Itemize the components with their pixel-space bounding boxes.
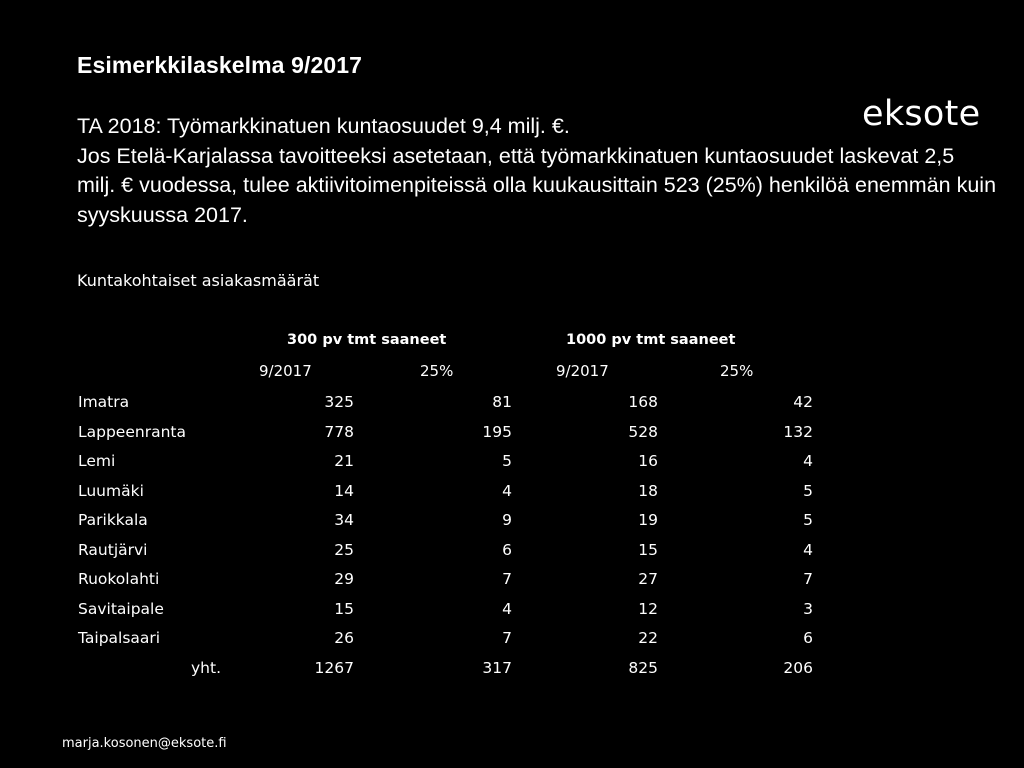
table-cell: 6 bbox=[502, 540, 512, 559]
table-cell: 5 bbox=[502, 452, 512, 470]
table-cell: 16 bbox=[638, 452, 658, 470]
table-cell: 25 bbox=[334, 540, 354, 559]
municipality-name: Taipalsaari bbox=[78, 629, 161, 647]
table-cell: 34 bbox=[334, 511, 354, 529]
intro-text bbox=[77, 112, 997, 230]
column-header: 25% bbox=[720, 362, 754, 380]
table-cell: 317 bbox=[482, 658, 512, 677]
group-header-300: 300 pv tmt saaneet bbox=[287, 332, 447, 348]
table-cell: 14 bbox=[334, 481, 354, 500]
table-cell: 22 bbox=[638, 629, 658, 647]
table-row bbox=[0, 567, 1024, 597]
table-cell: 4 bbox=[502, 481, 512, 500]
municipality-name: Lemi bbox=[78, 452, 116, 470]
eksote-logo: eksote bbox=[862, 94, 981, 134]
table-cell: 206 bbox=[783, 658, 813, 677]
municipality-name: Lappeenranta bbox=[78, 422, 186, 441]
table-cell: 15 bbox=[334, 599, 354, 618]
table-cell: 7 bbox=[502, 570, 512, 588]
table-cell: 7 bbox=[803, 570, 813, 588]
table-cell: 21 bbox=[334, 452, 354, 470]
table-caption: Kuntakohtaiset asiakasmäärät bbox=[77, 271, 320, 290]
table-cell: 29 bbox=[334, 570, 354, 588]
table-cell: 27 bbox=[638, 570, 658, 588]
municipality-name: Parikkala bbox=[78, 511, 148, 529]
table-cell: 4 bbox=[803, 452, 813, 470]
municipality-name: Luumäki bbox=[78, 481, 144, 500]
table-cell: 18 bbox=[638, 481, 658, 500]
table-cell: 4 bbox=[502, 599, 512, 618]
table-cell: 5 bbox=[803, 511, 813, 529]
municipality-name: Savitaipale bbox=[78, 599, 164, 618]
municipality-name: Imatra bbox=[78, 393, 130, 411]
table-row bbox=[0, 479, 1024, 509]
table-cell: 4 bbox=[803, 540, 813, 559]
table-row bbox=[0, 420, 1024, 450]
column-header: 25% bbox=[420, 362, 454, 380]
table-cell: 528 bbox=[628, 422, 658, 441]
municipality-name: Ruokolahti bbox=[78, 570, 160, 588]
municipality-name: Rautjärvi bbox=[78, 540, 148, 559]
table-cell: 132 bbox=[783, 422, 813, 441]
table-cell: 15 bbox=[638, 540, 658, 559]
group-header-1000: 1000 pv tmt saaneet bbox=[566, 332, 736, 348]
table-cell: 3 bbox=[803, 599, 813, 618]
page-title: Esimerkkilaskelma 9/2017 bbox=[77, 52, 363, 78]
table-cell: 778 bbox=[324, 422, 354, 441]
column-header: 9/2017 bbox=[259, 362, 312, 380]
table-cell: 26 bbox=[334, 629, 354, 647]
table-total-row bbox=[0, 656, 1024, 686]
table-cell: 5 bbox=[803, 481, 813, 500]
column-header: 9/2017 bbox=[556, 362, 609, 380]
table-row bbox=[0, 538, 1024, 568]
table-cell: 12 bbox=[638, 599, 658, 618]
table-cell: 42 bbox=[793, 393, 813, 411]
table-cell: 6 bbox=[803, 629, 813, 647]
table-cell: 81 bbox=[492, 393, 512, 411]
table-cell: 1267 bbox=[314, 658, 354, 677]
intro-line-goal: Jos Etelä-Karjalassa tavoitteeksi asetetaan, että työmarkkinatuen kuntaosuudet laskevat 2,5 milj. € vuodessa, tulee aktiivitoimenpiteissä olla kuukausittain 523 (25%) henkilöä enemmän kuin syyskuussa 2017. bbox=[77, 143, 997, 227]
table-row bbox=[0, 508, 1024, 538]
table-cell: 168 bbox=[628, 393, 658, 411]
table-cell: 9 bbox=[502, 511, 512, 529]
table-row bbox=[0, 390, 1024, 420]
table-row bbox=[0, 597, 1024, 627]
intro-line-budget: TA 2018: Työmarkkinatuen kuntaosuudet 9,4 milj. €. bbox=[77, 114, 570, 138]
table-row bbox=[0, 449, 1024, 479]
table-row bbox=[0, 626, 1024, 656]
table-cell: 19 bbox=[638, 511, 658, 529]
total-label: yht. bbox=[191, 658, 222, 677]
table-cell: 825 bbox=[628, 658, 658, 677]
table-cell: 325 bbox=[324, 393, 354, 411]
author-email: marja.kosonen@eksote.fi bbox=[62, 736, 227, 751]
data-table bbox=[0, 390, 1024, 685]
table-cell: 195 bbox=[482, 422, 512, 441]
table-cell: 7 bbox=[502, 629, 512, 647]
